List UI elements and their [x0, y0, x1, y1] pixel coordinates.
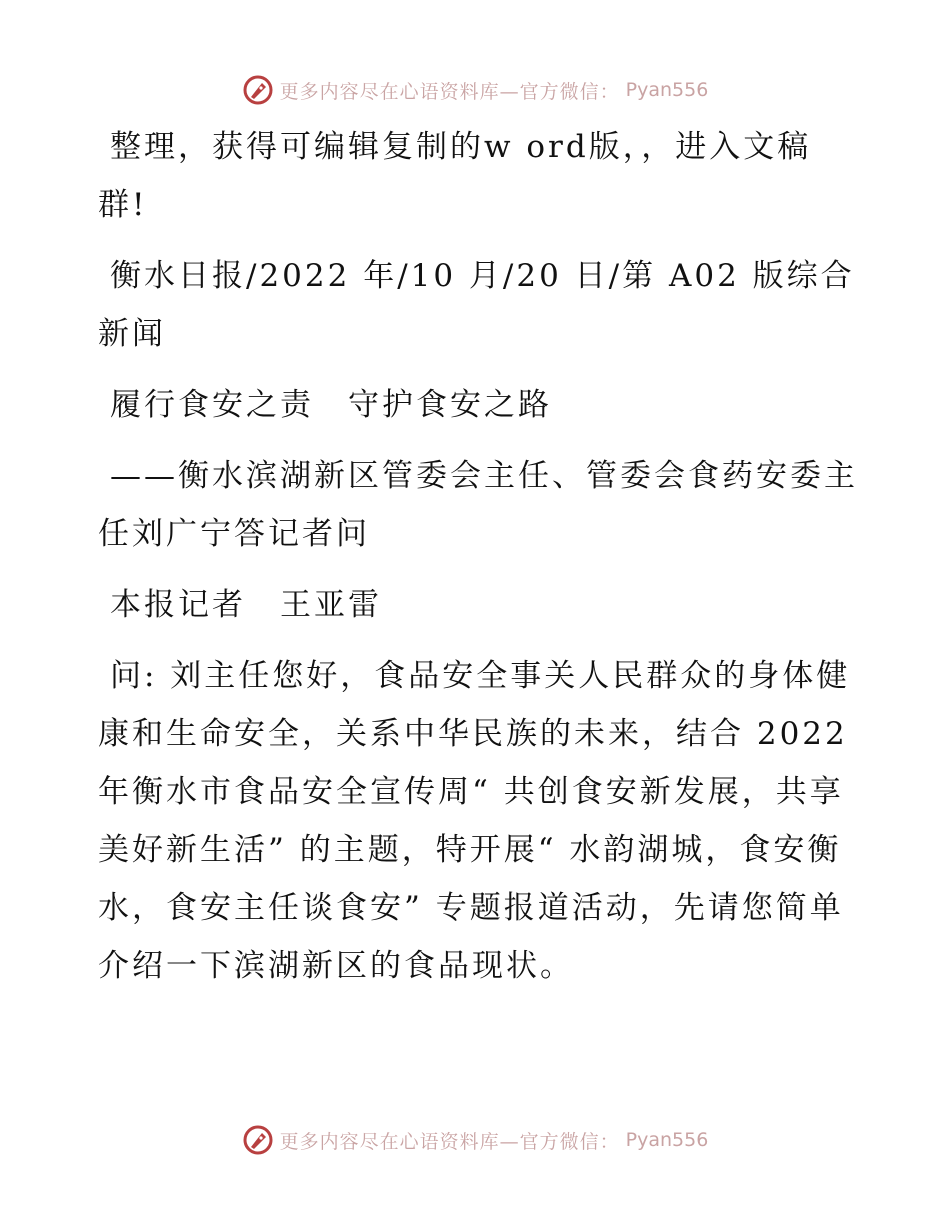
document-body: [98, 118, 858, 1008]
header-banner-text: 更多内容尽在心语资料库—官方微信：: [279, 80, 620, 103]
header-banner: [0, 70, 950, 110]
article-title: 履行食安之责 守护食安之路: [110, 387, 552, 423]
source-line: 衡水日报/2022 年/10 月/20 日/第 A02 版综合新闻: [98, 258, 855, 352]
footer-wechat-id: Pyan556: [625, 1129, 709, 1151]
question-paragraph: 问: 刘主任您好，食品安全事关人民群众的身体健康和生命安全，关系中华民族的未来，结合 2022 年衡水市食品安全宣传周“ 共创食安新发展，共享美好新生活” 的主题，特开展“ 水韵湖城，食安衡水，食安主任谈食安” 专题报道活动，先请您简单介绍一下滨湖新区的食品现状。: [98, 658, 851, 984]
article-subtitle: ——衡水滨湖新区管委会主任、管委会食药安委主任刘广宁答记者问: [98, 458, 858, 552]
pen-nib-icon: [242, 74, 274, 106]
pen-nib-icon: [242, 1124, 274, 1156]
header-wechat-id: Pyan556: [625, 79, 709, 101]
byline: 本报记者 王亚雷: [110, 587, 382, 623]
footer-banner-text: 更多内容尽在心语资料库—官方微信：: [279, 1130, 620, 1153]
footer-banner: [0, 1120, 950, 1160]
intro-note: 整理，获得可编辑复制的w ord版，，进入文稿群!: [98, 129, 812, 223]
